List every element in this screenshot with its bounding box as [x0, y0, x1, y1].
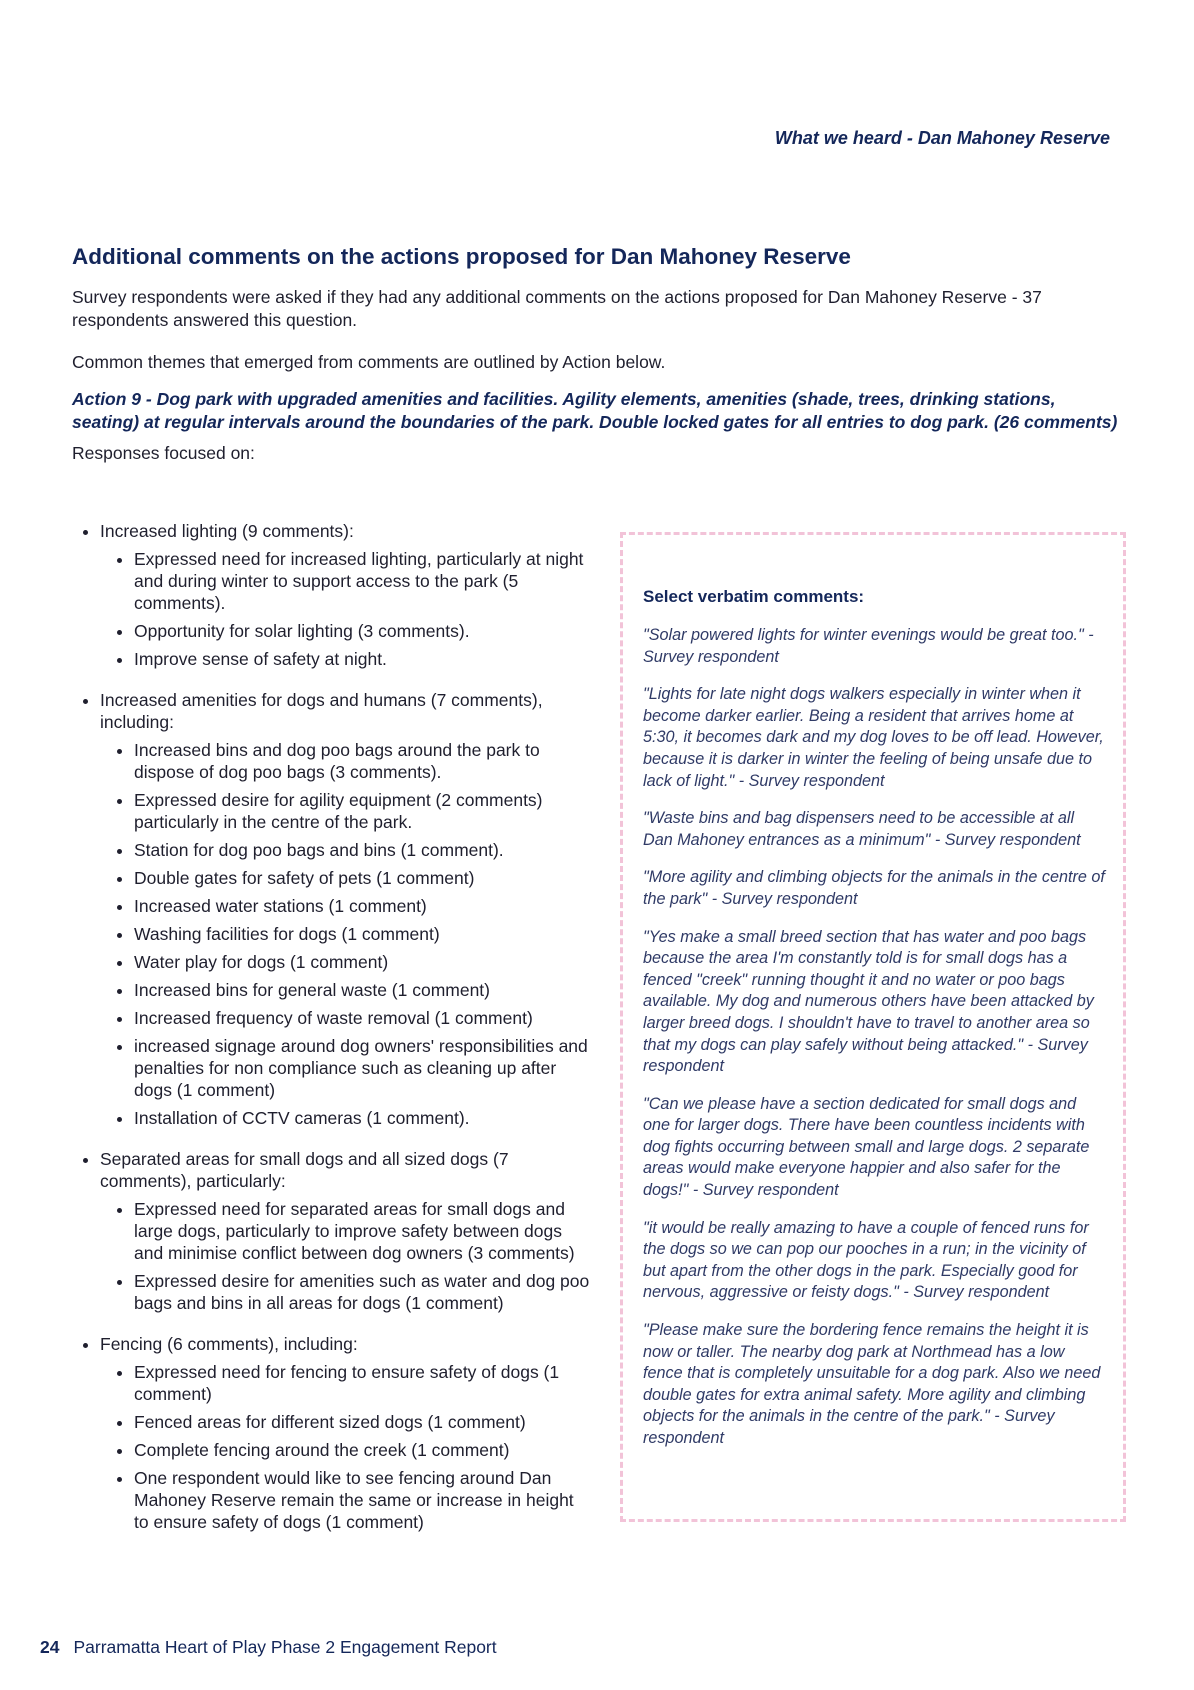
theme-label: Separated areas for small dogs and all sized dogs (7 comments), particularly:	[100, 1149, 509, 1191]
verbatim-quote: "Please make sure the bordering fence remains the height it is now or taller. The nearby dog park at Northmead has a low fence that is completely unsuitable for a dog park. Also we need double gates for extra animal safety. More agility and climbing objects for the animals in the centre of the park." - Survey respondent	[643, 1321, 1101, 1447]
theme-sub-item: • Expressed desire for agility equipment (2 comments) particularly in the centre of the park.	[134, 789, 592, 833]
verbatim-quote: "More agility and climbing objects for the animals in the centre of the park" - Survey respondent	[643, 868, 1105, 908]
intro-paragraph: Survey respondents were asked if they had any additional comments on the actions proposed for Dan Mahoney Reserve - 37 respondents answered this question.	[72, 287, 1042, 330]
theme-sub-item: • Opportunity for solar lighting (3 comments).	[134, 620, 592, 642]
themes-intro: Common themes that emerged from comments are outlined by Action below.	[72, 352, 666, 372]
verbatim-quote: "Solar powered lights for winter evenings would be great too." - Survey respondent	[643, 626, 1094, 666]
theme-sub-item: • Installation of CCTV cameras (1 comment).	[134, 1107, 592, 1129]
theme-sub-item: • Increased frequency of waste removal (1 comment)	[134, 1007, 592, 1029]
page-content	[72, 244, 1122, 464]
verbatim-quote: "Yes make a small breed section that has water and poo bags because the area I'm constantly told is for small dogs has a fenced "creek" running thought it and no water or poo bags available. My dog and numerous others have been attacked by larger breed dogs. I shouldn't have to travel to another area so that my dogs can play safely without being attacked." - Survey respondent	[643, 927, 1094, 1076]
theme-sub-item: • Fenced areas for different sized dogs (1 comment)	[134, 1411, 592, 1433]
theme-sub-list	[100, 548, 592, 670]
theme-sub-list	[100, 1361, 592, 1533]
theme-sub-list	[100, 1198, 592, 1314]
theme-sub-item: • Increased water stations (1 comment)	[134, 895, 592, 917]
theme-bullets	[72, 520, 592, 1533]
theme-sub-item: • Station for dog poo bags and bins (1 comment).	[134, 839, 592, 861]
page-number: 24	[40, 1637, 60, 1657]
verbatim-quote: "Waste bins and bag dispensers need to be accessible at all Dan Mahoney entrances as a minimum" - Survey respondent	[643, 809, 1081, 849]
theme-item	[100, 520, 592, 670]
theme-item	[100, 1148, 592, 1314]
report-title: Parramatta Heart of Play Phase 2 Engagement Report	[73, 1637, 497, 1657]
theme-sub-item: • Expressed need for separated areas for small dogs and large dogs, particularly to improve safety between dogs and minimise conflict between dog owners (3 comments)	[134, 1198, 592, 1264]
responses-label: Responses focused on:	[72, 442, 255, 463]
theme-sub-item: • Expressed need for fencing to ensure safety of dogs (1 comment)	[134, 1361, 592, 1405]
theme-label: Increased amenities for dogs and humans (7 comments), including:	[100, 690, 543, 732]
theme-sub-list	[100, 739, 592, 1129]
verbatim-heading: Select verbatim comments:	[643, 587, 865, 606]
verbatim-quote: "Can we please have a section dedicated for small dogs and one for larger dogs. There have been countless incidents with dog fights occurring between small and large dogs. 2 separate areas would make everyone happier and also safer for the dogs!" - Survey respondent	[643, 1094, 1090, 1200]
section-label: What we heard - Dan Mahoney Reserve	[774, 128, 1110, 148]
page-title: Additional comments on the actions proposed for Dan Mahoney Reserve	[72, 244, 851, 269]
theme-sub-item: • Improve sense of safety at night.	[134, 648, 592, 670]
theme-label: Fencing (6 comments), including:	[100, 1334, 358, 1354]
theme-sub-item: • Expressed need for increased lighting, particularly at night and during winter to support access to the park (5 comments).	[134, 548, 592, 614]
theme-item	[100, 689, 592, 1129]
theme-sub-item: • Expressed desire for amenities such as water and dog poo bags and bins in all areas for dogs (1 comment)	[134, 1270, 592, 1314]
theme-sub-item: • Double gates for safety of pets (1 comment)	[134, 867, 592, 889]
page-footer	[40, 1637, 497, 1658]
verbatim-quotes	[643, 625, 1107, 1450]
theme-sub-item: • Complete fencing around the creek (1 comment)	[134, 1439, 592, 1461]
action-heading: Action 9 - Dog park with upgraded amenities and facilities. Agility elements, amenities (shade, trees, drinking stations, seating) at regular intervals around the boundaries of the park. Double locked gates for all entries to dog park. (26 comments)	[72, 388, 1118, 432]
themes-list	[72, 520, 592, 1552]
theme-sub-item: • Increased bins and dog poo bags around the park to dispose of dog poo bags (3 comments).	[134, 739, 592, 783]
theme-sub-item: • Washing facilities for dogs (1 comment)	[134, 923, 592, 945]
verbatim-callout-box	[620, 532, 1126, 1522]
theme-sub-item: • Increased bins for general waste (1 comment)	[134, 979, 592, 1001]
theme-sub-item: • One respondent would like to see fencing around Dan Mahoney Reserve remain the same or increase in height to ensure safety of dogs (1 comment)	[134, 1467, 592, 1533]
theme-item	[100, 1333, 592, 1533]
verbatim-quote: "it would be really amazing to have a couple of fenced runs for the dogs so we can pop our pooches in a run; in the vicinity of but apart from the other dogs in the park. Especially good for nervous, aggressive or feisty dogs." - Survey respondent	[643, 1218, 1089, 1302]
theme-sub-item: • increased signage around dog owners' responsibilities and penalties for non compliance such as cleaning up after dogs (1 comment)	[134, 1035, 592, 1101]
verbatim-quote: "Lights for late night dogs walkers especially in winter when it become darker earlier. Being a resident that arrives home at 5:30, it becomes dark and my dog loves to be off lead. However, because it is darker in winter the feeling of being unsafe due to lack of light." - Survey respondent	[643, 685, 1104, 790]
theme-sub-item: • Water play for dogs (1 comment)	[134, 951, 592, 973]
theme-label: Increased lighting (9 comments):	[100, 521, 354, 541]
